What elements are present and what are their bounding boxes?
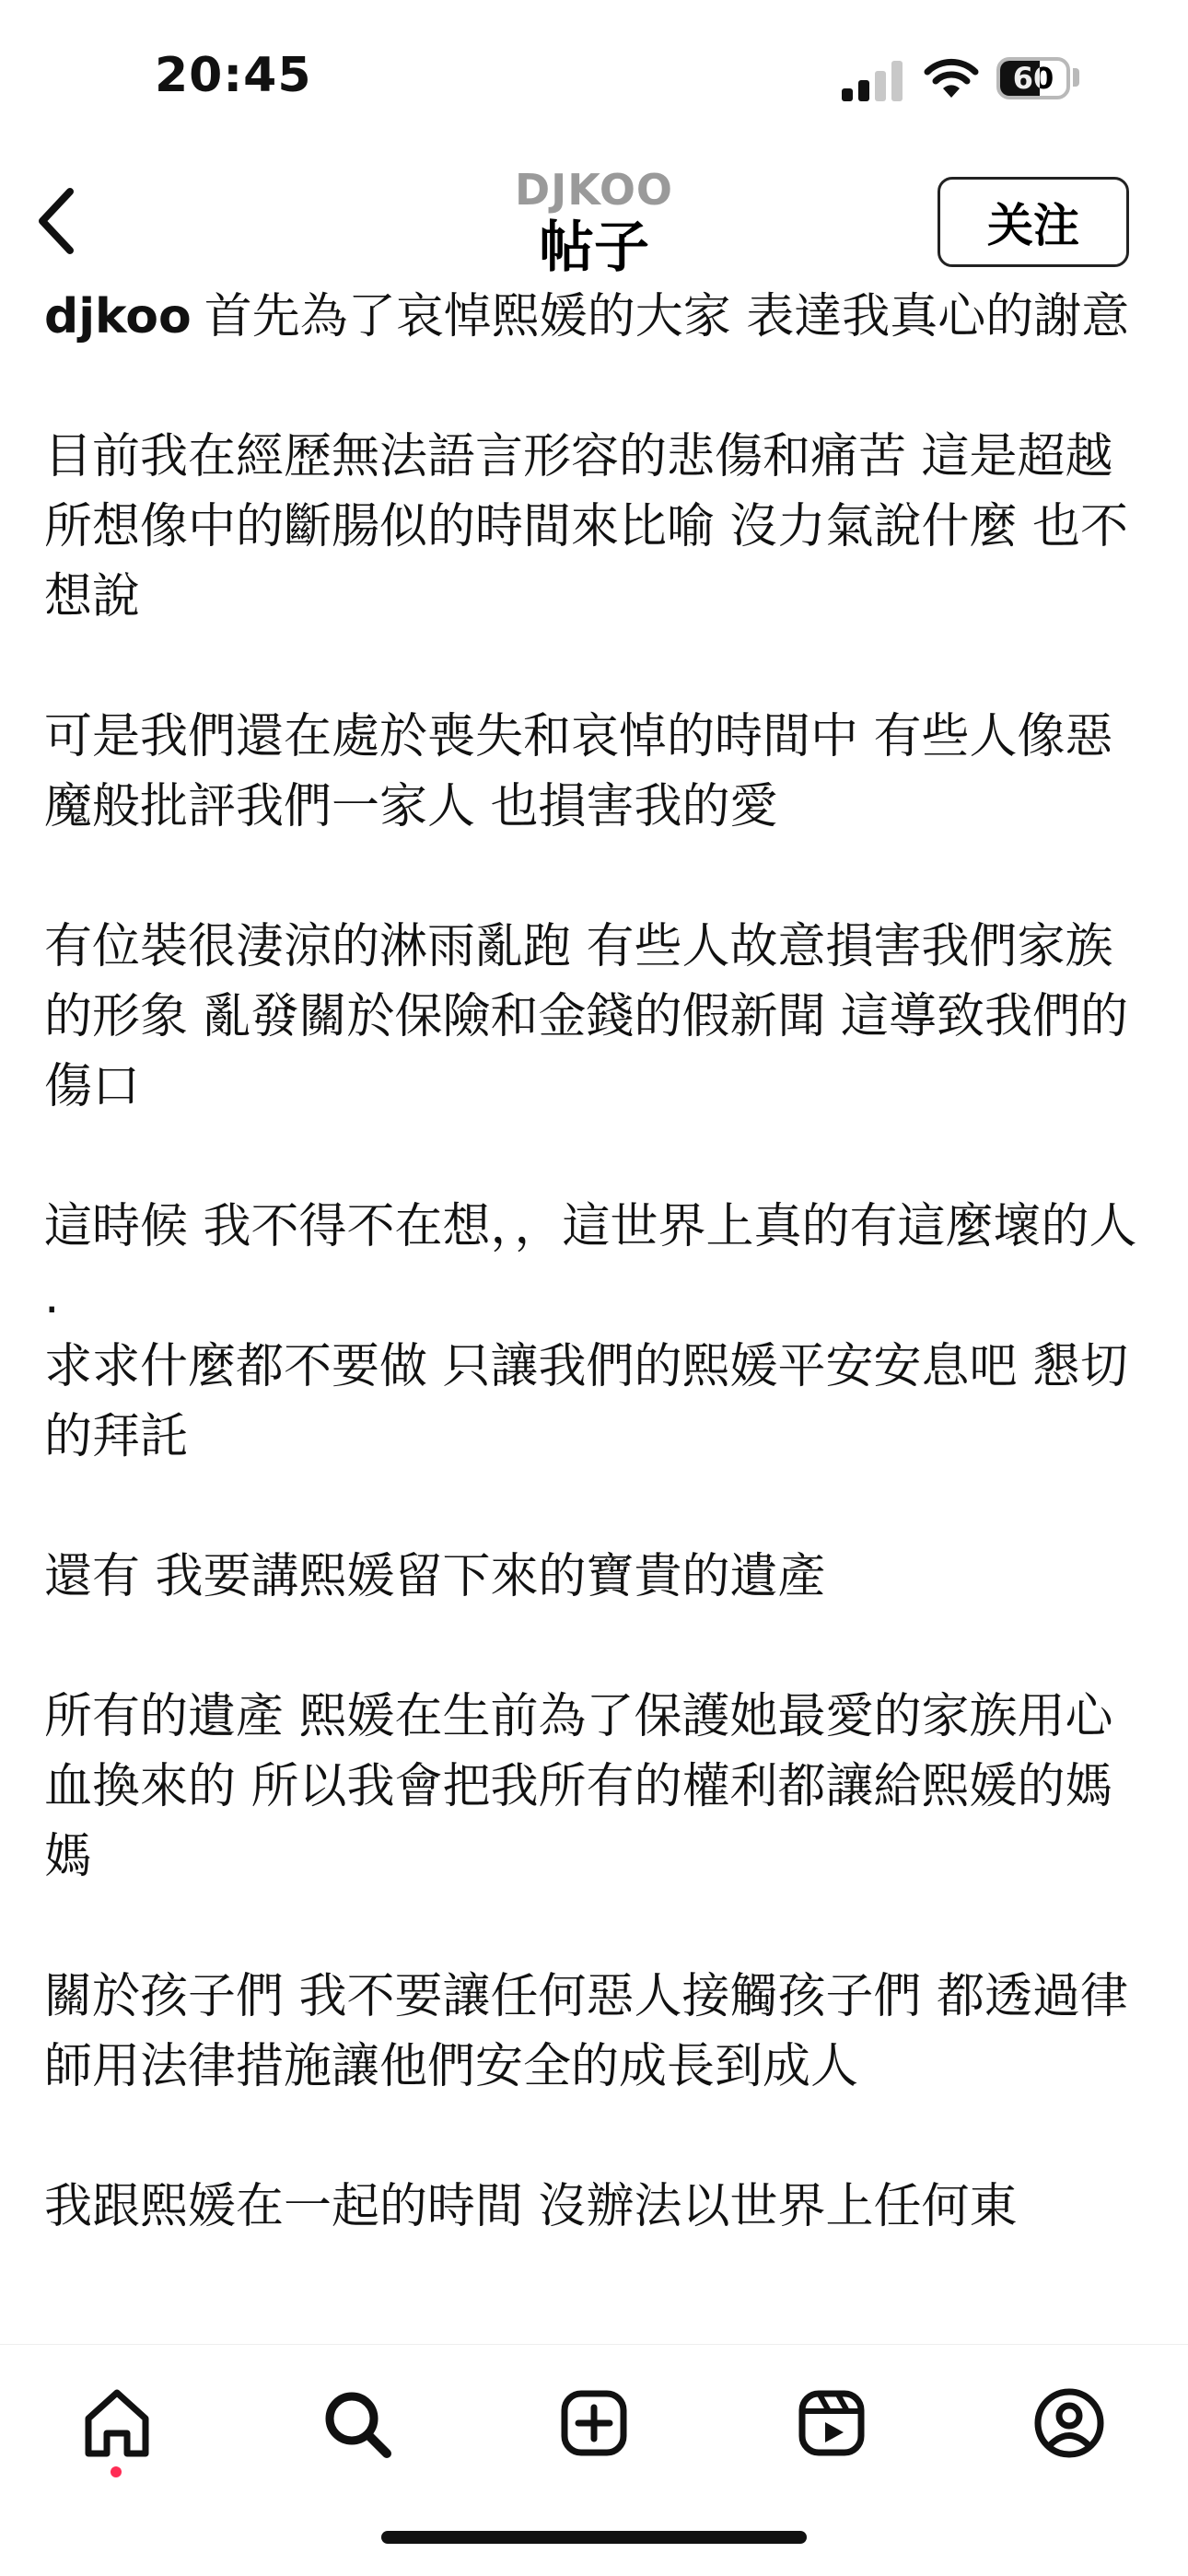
caption-paragraph: 可是我們還在處於喪失和哀悼的時間中 有些人像惡魔般批評我們一家人 也損害我的愛 bbox=[44, 709, 1113, 834]
battery-icon bbox=[996, 57, 1070, 99]
tab-reels[interactable] bbox=[790, 2382, 873, 2465]
header-username: DJKOO bbox=[514, 165, 674, 215]
profile-icon bbox=[1028, 2382, 1111, 2465]
wifi-icon bbox=[923, 55, 980, 99]
status-time: 20:45 bbox=[155, 48, 312, 103]
caption-paragraph: 所有的遺產 熙媛在生前為了保護她最愛的家族用心血換來的 所以我會把我所有的權利都讓給熙媛的媽媽 bbox=[44, 1689, 1113, 1884]
tab-search[interactable] bbox=[315, 2382, 398, 2465]
caption-text: 首先為了哀悼熙媛的大家 表達我真心的謝意 bbox=[204, 289, 1130, 344]
signal-icon bbox=[840, 61, 906, 101]
battery-level: 60 bbox=[1012, 61, 1054, 96]
back-button[interactable] bbox=[28, 184, 92, 258]
home-icon bbox=[76, 2382, 158, 2465]
home-notification-dot bbox=[111, 2466, 122, 2477]
caption-paragraph bbox=[44, 282, 1149, 352]
header-titles bbox=[318, 162, 870, 278]
search-icon bbox=[315, 2382, 398, 2465]
caption-paragraph: 我跟熙媛在一起的時間 沒辦法以世界上任何東 bbox=[44, 2179, 1018, 2234]
create-post-icon bbox=[553, 2382, 635, 2465]
post-header bbox=[0, 157, 1188, 286]
home-indicator bbox=[381, 2531, 807, 2544]
battery-nub bbox=[1073, 68, 1079, 87]
status-bar bbox=[0, 0, 1188, 157]
author-username[interactable]: djkoo bbox=[44, 289, 192, 344]
caption-paragraph: 求求什麼都不要做 只讓我們的熙媛平安安息吧 懇切的拜託 bbox=[44, 1339, 1129, 1464]
caption-paragraph: 這時候 我不得不在想，，這世界上真的有這麼壞的人 bbox=[44, 1199, 1137, 1254]
caption-paragraph: 還有 我要講熙媛留下來的寶貴的遺產 bbox=[44, 1549, 826, 1604]
follow-button[interactable]: 关注 bbox=[938, 177, 1129, 267]
caption-paragraph: . bbox=[44, 1269, 60, 1324]
tab-create[interactable] bbox=[553, 2382, 635, 2465]
post-caption bbox=[44, 282, 1149, 2345]
chevron-left-icon bbox=[28, 184, 92, 258]
tab-profile[interactable] bbox=[1028, 2382, 1111, 2465]
tab-home[interactable] bbox=[76, 2382, 158, 2465]
caption-paragraph: 有位裝很淒涼的淋雨亂跑 有些人故意損害我們家族的形象 亂發關於保險和金錢的假新聞 這導致我們的傷口 bbox=[44, 919, 1129, 1114]
caption-paragraph: 關於孩子們 我不要讓任何惡人接觸孩子們 都透過律師用法律措施讓他們安全的成長到成人 bbox=[44, 1969, 1129, 2094]
reels-icon bbox=[790, 2382, 873, 2465]
page-title: 帖子 bbox=[539, 216, 649, 280]
caption-paragraph: 目前我在經歷無法語言形容的悲傷和痛苦 這是超越所想像中的斷腸似的時間來比喻 沒力氣說什麼 也不想說 bbox=[44, 429, 1129, 624]
